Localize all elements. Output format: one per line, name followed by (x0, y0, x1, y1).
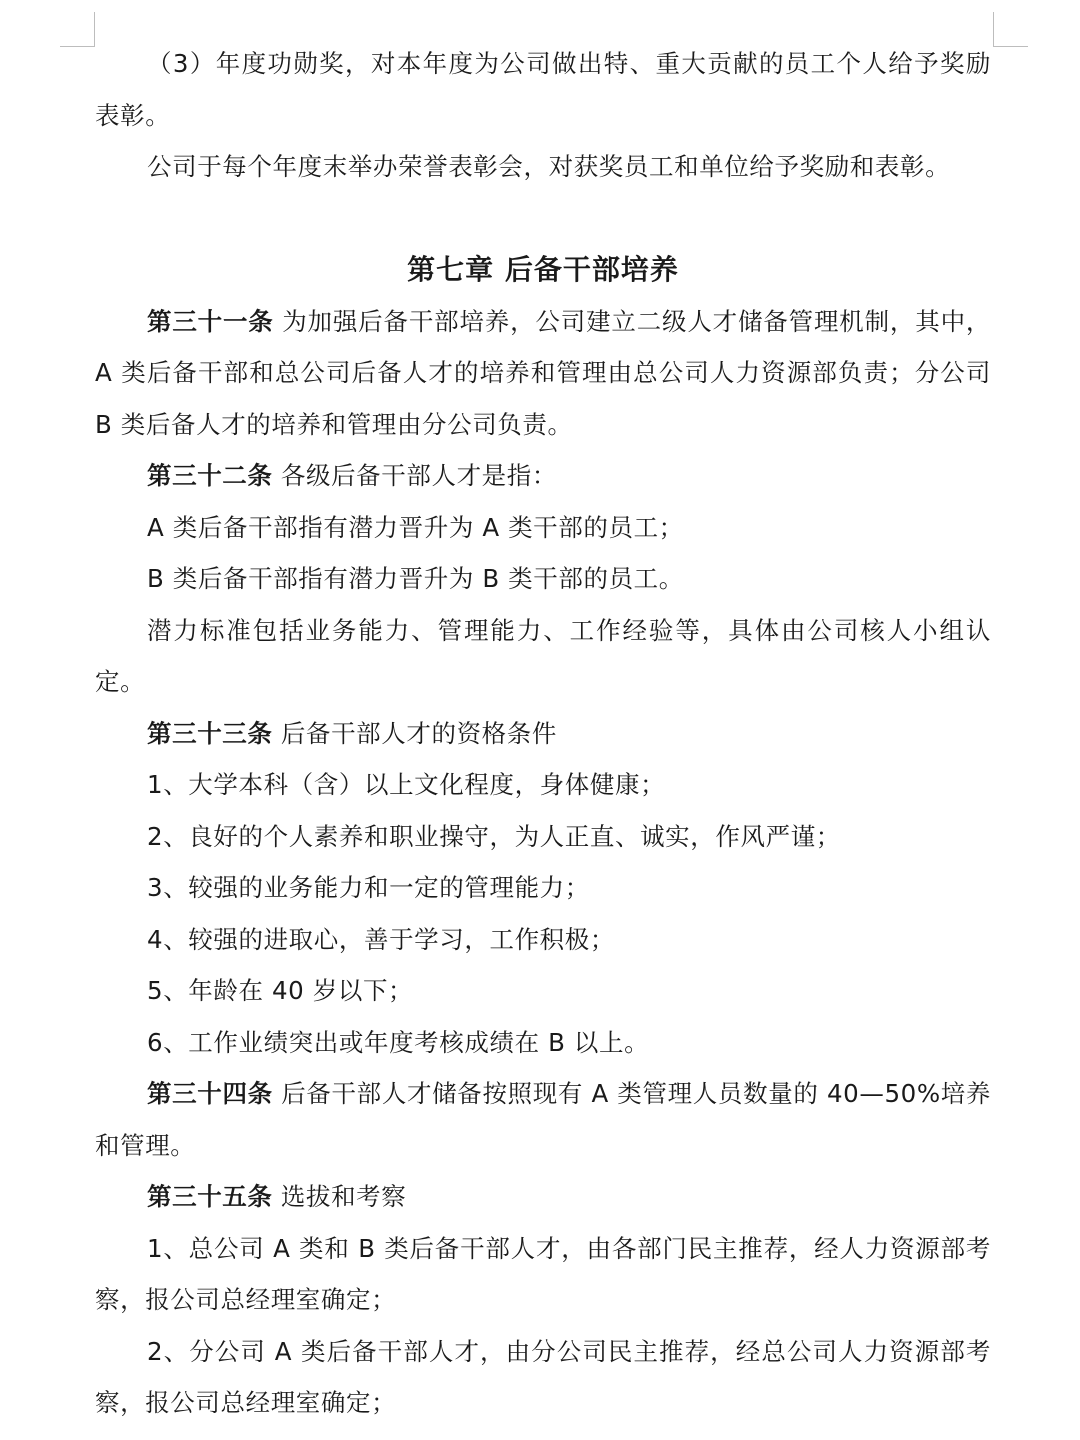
blank-line (95, 193, 991, 245)
article-33-item: 2、良好的个人素养和职业操守，为人正直、诚实，作风严谨； (147, 821, 841, 851)
paragraph-award-ceremony: 公司于每个年度末举办荣誉表彰会，对获奖员工和单位给予奖励和表彰。 (147, 152, 951, 181)
crop-mark-top-left (60, 12, 95, 47)
crop-mark-top-right (993, 12, 1028, 47)
article-32 (95, 450, 991, 502)
article-33-item: 1、大学本科（含）以上文化程度，身体健康； (147, 770, 666, 799)
article-32-item: 潜力标准包括业务能力、管理能力、工作经验等，具体由公司核人小组认定。 (95, 615, 991, 696)
chapter-title: 第七章 后备干部培养 (407, 253, 679, 286)
article-35-item: 1、总公司 A 类和 B 类后备干部人才，由各部门民主推荐，经人力资源部考察，报公司总经理室确定； (95, 1233, 991, 1314)
article-31 (95, 296, 991, 451)
article-33 (95, 708, 991, 760)
article-33-label: 第三十三条 (147, 718, 273, 748)
article-35 (95, 1171, 991, 1223)
article-31-label: 第三十一条 (147, 306, 274, 336)
article-33-item: 5、年龄在 40 岁以下； (147, 976, 414, 1005)
article-32-text: 各级后备干部人才是指： (272, 461, 557, 490)
article-34 (95, 1068, 991, 1171)
article-35-label: 第三十五条 (147, 1182, 273, 1211)
article-31-text: 为加强后备干部培养，公司建立二级人才储备管理机制，其中，A 类后备干部和总公司后备人才的培养和管理由总公司人力资源部负责；分公司 B 类后备人才的培养和管理由分公司负责。 (95, 306, 991, 439)
document-page (95, 38, 991, 1429)
article-32-item: A 类后备干部指有潜力晋升为 A 类干部的员工； (147, 512, 684, 542)
article-33-item: 3、较强的业务能力和一定的管理能力； (147, 873, 590, 902)
article-33-item: 6、工作业绩突出或年度考核成绩在 B 以上。 (147, 1027, 650, 1057)
article-32-label: 第三十二条 (147, 461, 273, 490)
article-35-item: 2、分公司 A 类后备干部人才，由分公司民主推荐，经总公司人力资源部考察，报公司总经理室确定； (95, 1336, 991, 1417)
article-33-item: 4、较强的进取心，善于学习，工作积极； (147, 924, 615, 954)
article-34-text: 后备干部人才储备按照现有 A 类管理人员数量的 40—50%培养和管理。 (95, 1079, 992, 1160)
paragraph-award-3: （3）年度功勋奖，对本年度为公司做出特、重大贡献的员工个人给予奖励表彰。 (95, 49, 991, 130)
article-33-text: 后备干部人才的资格条件 (272, 718, 557, 748)
article-32-item: B 类后备干部指有潜力晋升为 B 类干部的员工。 (147, 564, 684, 593)
article-35-text: 选拔和考察 (272, 1182, 407, 1211)
article-34-label: 第三十四条 (147, 1079, 273, 1108)
